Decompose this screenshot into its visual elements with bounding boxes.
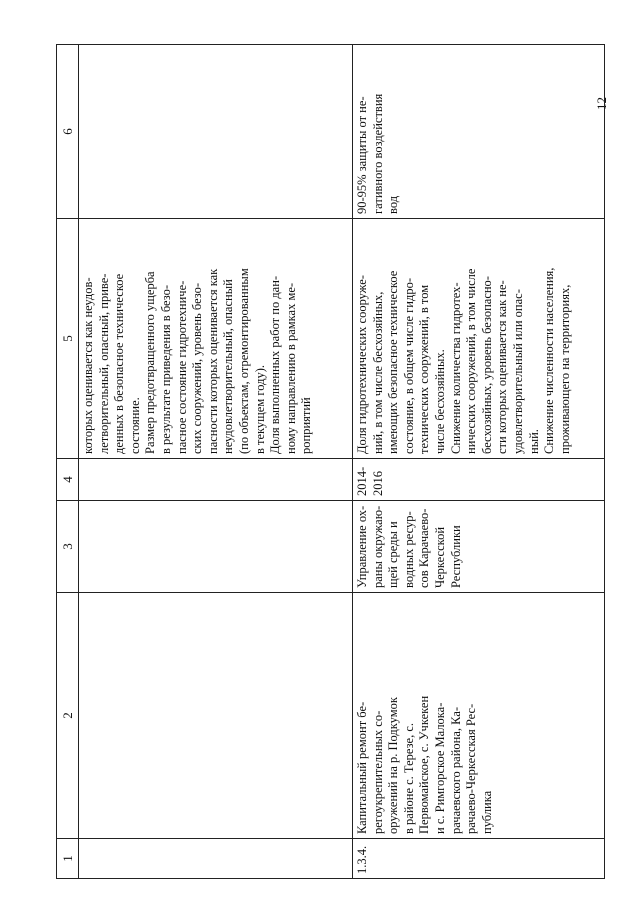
text-line: раны окружаю- [370, 505, 385, 588]
text-line: Капитальный ремонт бе- [355, 701, 369, 834]
header-row [57, 45, 79, 879]
text-line: бесхозяйных, уровень безопасно- [479, 276, 494, 454]
program-table [56, 44, 605, 879]
text-line: состояние. [127, 397, 142, 454]
row1-col-6 [79, 45, 353, 219]
header-col-6: 6 [57, 45, 79, 219]
text-line: в результате приведения в безо- [158, 285, 173, 454]
text-line: роприятий [299, 397, 314, 454]
text-line: регоукрепительных со- [370, 710, 385, 834]
row1-indicators [79, 219, 353, 459]
text-line: которых оценивается как неудов- [81, 277, 95, 454]
text-line: Доля гидротехнических сооруже- [355, 275, 369, 454]
text-line: пасности которых оценивается как [205, 268, 220, 454]
text-line: ный. [526, 429, 541, 454]
text-line: Размер предотвращенного ущерба [143, 271, 158, 454]
table-row-1-3-4 [353, 45, 605, 879]
text-line: рачаево-Черкесская Рес- [464, 703, 479, 834]
responsible-agency [353, 501, 605, 593]
measure-name [353, 593, 605, 839]
text-line: публика [479, 790, 494, 834]
text-line: имеющих безопасное техническое [386, 270, 401, 454]
text-line: 2016 [370, 471, 385, 496]
text-line: летворительный, опасный, приве- [96, 273, 111, 454]
text-line: технических сооружений, в том [417, 284, 432, 454]
text-line: проживающего на территориях, [557, 284, 572, 454]
text-line: оружений на р. Подкумок [386, 697, 401, 834]
text-line: гативного воздействия [370, 93, 385, 214]
text-line: ний, в том числе бесхозяйных, [370, 291, 385, 454]
row1-col-2 [79, 593, 353, 839]
text-line: нических сооружений, в том числе [464, 268, 479, 454]
text-line: Первомайское, с. Учкекен [417, 695, 432, 834]
row1-col-1 [79, 839, 353, 879]
text-line: ному направлению в рамках ме- [283, 282, 298, 454]
header-col-5: 5 [57, 219, 79, 459]
text-line: неудовлетворительный, опасный [221, 279, 236, 454]
text-line: в районе с. Терезе, с. [401, 723, 416, 834]
text-line: в текущем году). [252, 365, 267, 454]
page-number: 12 [594, 97, 609, 110]
text-line: Республики [448, 525, 463, 588]
text-line: сов Карачаево- [417, 508, 432, 588]
text-line: числе бесхозяйных. [432, 349, 447, 454]
text-line: состояние, в общем числе гидро- [401, 277, 416, 454]
header-col-1: 1 [57, 839, 79, 879]
period [353, 459, 605, 501]
text-line: рачаевского района, Ка- [448, 706, 463, 834]
text-line: Доля выполненных работ по дан- [268, 275, 283, 454]
text-line: 90-95% защиты от не- [355, 96, 369, 214]
row1-col-4 [79, 459, 353, 501]
text-line: удовлетворительный или опас- [510, 289, 525, 454]
text-line: щей среды и [386, 521, 401, 588]
text-line: вод [386, 195, 401, 214]
text-line: (по объектам, отремонтированным [236, 268, 251, 454]
row1-col-3 [79, 501, 353, 593]
table-row-continued [79, 45, 353, 879]
text-line: и с. Римгорское Малока- [432, 702, 447, 834]
text-line: водных ресур- [401, 511, 416, 588]
row-number: 1.3.4. [353, 839, 605, 879]
header-col-3: 3 [57, 501, 79, 593]
text-line: Снижение количества гидротех- [448, 282, 463, 454]
text-line: пасное состояние гидротехниче- [174, 280, 189, 454]
text-line: денных в безопасное техническое [112, 273, 127, 454]
header-col-2: 2 [57, 593, 79, 839]
expected-result [353, 45, 605, 219]
text-line: 2014- [355, 466, 369, 496]
text-line: ских сооружений, уровень безо- [190, 282, 205, 454]
text-line: Снижение численности населения, [542, 267, 557, 454]
text-line: Управление ох- [355, 505, 369, 588]
header-col-4: 4 [57, 459, 79, 501]
indicators [353, 219, 605, 459]
text-line: сти которых оценивается как не- [495, 280, 510, 454]
text-line: Черкесской [432, 526, 447, 588]
